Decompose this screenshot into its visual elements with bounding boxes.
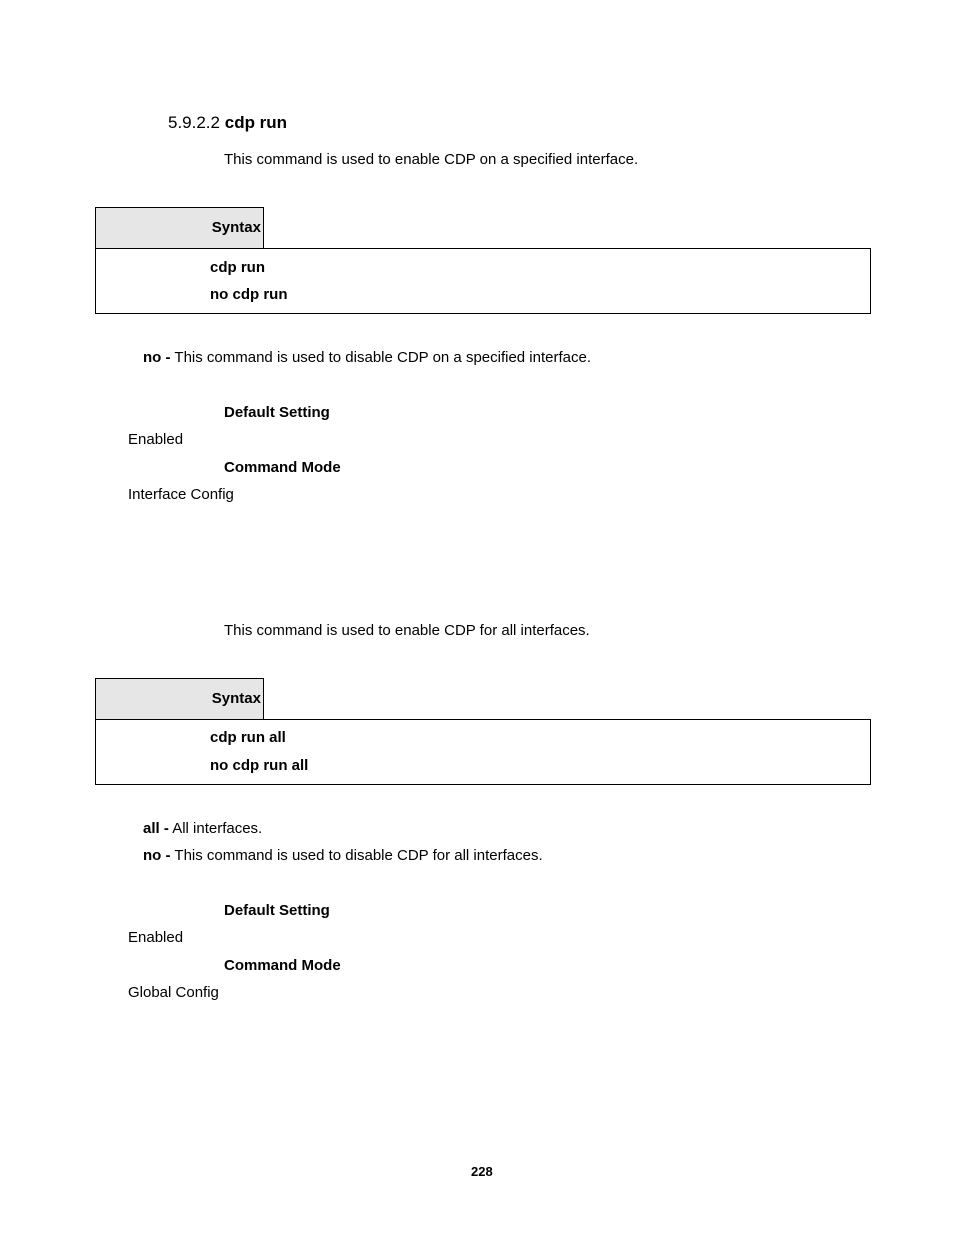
command-mode-value: Global Config	[128, 984, 219, 1001]
parameter-key: no -	[143, 847, 171, 864]
default-setting-value: Enabled	[128, 431, 184, 448]
command-description: This command is used to enable CDP on a specified interface.	[224, 151, 639, 168]
syntax-header	[95, 678, 264, 720]
default-setting-value: Enabled	[128, 929, 184, 946]
default-setting-label: Default Setting	[224, 902, 330, 919]
command-description: This command is used to enable CDP for all interfaces.	[224, 622, 590, 639]
syntax-line: no cdp run all	[210, 757, 309, 774]
command-mode-label: Command Mode	[224, 459, 341, 476]
parameter-text: All interfaces.	[172, 820, 263, 837]
parameter-key: no -	[143, 349, 171, 366]
syntax-line: cdp run all	[210, 729, 286, 746]
parameter-item	[143, 820, 262, 837]
syntax-line: cdp run	[210, 259, 265, 276]
command-mode-value: Interface Config	[128, 486, 234, 503]
syntax-label: Syntax	[211, 690, 261, 707]
syntax-label: Syntax	[211, 219, 261, 236]
command-mode-label: Command Mode	[224, 957, 341, 974]
parameter-text: This command is used to disable CDP for all interfaces.	[174, 847, 543, 864]
parameter-text: This command is used to disable CDP on a specified interface.	[174, 349, 592, 366]
parameter-item	[143, 847, 543, 864]
syntax-box	[95, 248, 871, 314]
parameter-key: all -	[143, 820, 169, 837]
section-heading	[168, 113, 287, 133]
syntax-line: no cdp run	[210, 286, 288, 303]
default-setting-label: Default Setting	[224, 404, 330, 421]
syntax-header	[95, 207, 264, 249]
section-title: cdp run	[224, 113, 288, 132]
section-number: 5.9.2.2	[168, 113, 220, 132]
page-number: 228	[471, 1164, 493, 1179]
syntax-box	[95, 719, 871, 785]
parameter-item	[143, 349, 591, 366]
